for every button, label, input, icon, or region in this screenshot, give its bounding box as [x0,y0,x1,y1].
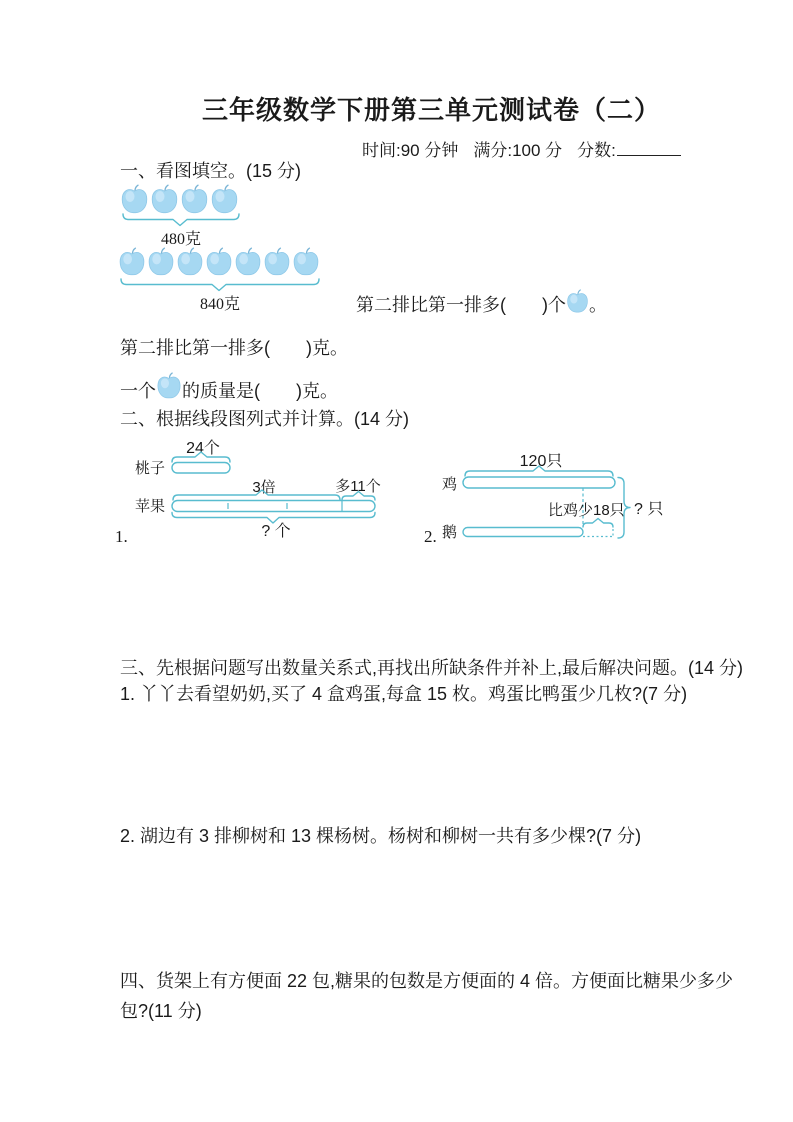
apple-icon [205,247,233,277]
section-4-line-2: 包?(11 分) [120,1001,202,1021]
line-segment-diagram-2 [395,445,695,550]
diagram2-less-label: 比鸡少18只 [548,502,625,519]
question-1-text: 第二排比第一排多( )个 [356,295,566,315]
diagram2-row2-label: 鹅 [442,524,458,541]
question-2: 第二排比第一排多( )克。 [120,338,348,358]
apple-row-2 [118,247,320,277]
apple-icon [176,247,204,277]
diagram1-more-label: 多11个 [335,478,381,495]
question-3-prefix: 一个 [120,381,156,401]
apple-icon [292,247,320,277]
diagram2-row1-label: 鸡 [442,476,458,493]
apple-icon [566,289,589,320]
chicken-bar [463,477,615,488]
overbrace-less18-icon [583,519,613,528]
apple-icon [263,247,291,277]
meta-time: 时间:90 分钟 [362,141,459,160]
goose-bar [463,528,583,537]
question-1-period: 。 [589,295,607,315]
weight-label-840g: 840克 [199,296,240,313]
diagram1-question-label: ? 个 [261,523,291,540]
section-3-item-2: 2. 湖边有 3 排柳树和 13 棵杨树。杨树和柳树一共有多少棵?(7 分) [120,826,642,846]
brace-path [121,279,319,291]
section-4-heading [120,966,734,1026]
brace-path [123,214,239,226]
peach-bar [172,463,230,474]
section-3-heading: 三、先根据问题写出数量关系式,再找出所缺条件并补上,最后解决问题。(14 分) [120,658,744,678]
apple-bar [172,501,375,512]
diagram1-row2-label: 苹果 [135,498,166,515]
diagram1-index: 1. [115,527,128,546]
diagram1-times-label: 3倍 [252,479,276,496]
question-3-suffix: 的质量是( )克。 [182,381,338,401]
apple-icon [150,184,179,215]
section-2-heading: 二、根据线段图列式并计算。(14 分) [120,409,410,429]
apple-icon [180,184,209,215]
diagram2-top-label: 120只 [519,453,563,470]
diagram1-top-label: 24个 [186,440,220,457]
question-3 [120,372,338,406]
diagram2-question-label: ? 只 [634,501,664,518]
section-1-heading: 一、看图填空。(15 分) [120,161,302,181]
apple-icon [156,372,182,400]
apple-icon [118,247,146,277]
question-1 [356,289,607,320]
section-3-item-1: 1. 丫丫去看望奶奶,买了 4 盒鸡蛋,每盒 15 枚。鸡蛋比鸭蛋少几枚?(7 分) [120,684,688,704]
apple-icon [156,372,182,406]
apple-icon [147,247,175,277]
diagram1-row1-label: 桃子 [135,460,166,477]
underbrace-question-icon [172,513,375,524]
apple-icon [234,247,262,277]
meta-score-label: 分数: [577,141,616,160]
apple-row-1 [120,184,239,215]
apple-icon [566,289,589,314]
goose-bar-dotted-extension [583,529,613,537]
diagram2-index: 2. [424,527,437,546]
meta-score [577,136,681,161]
meta-line [362,136,681,161]
weight-label-480g: 480克 [160,231,201,248]
apple-icon [120,184,149,215]
line-segment-diagram-1 [110,436,410,546]
meta-full-score: 满分:100 分 [473,141,563,160]
score-blank-line [617,141,681,156]
apple-icon [210,184,239,215]
section-4-line-1: 四、货架上有方便面 22 包,糖果的包数是方便面的 4 倍。方便面比糖果少多少 [120,971,734,991]
page-title: 三年级数学下册第三单元测试卷（二） [202,96,662,125]
